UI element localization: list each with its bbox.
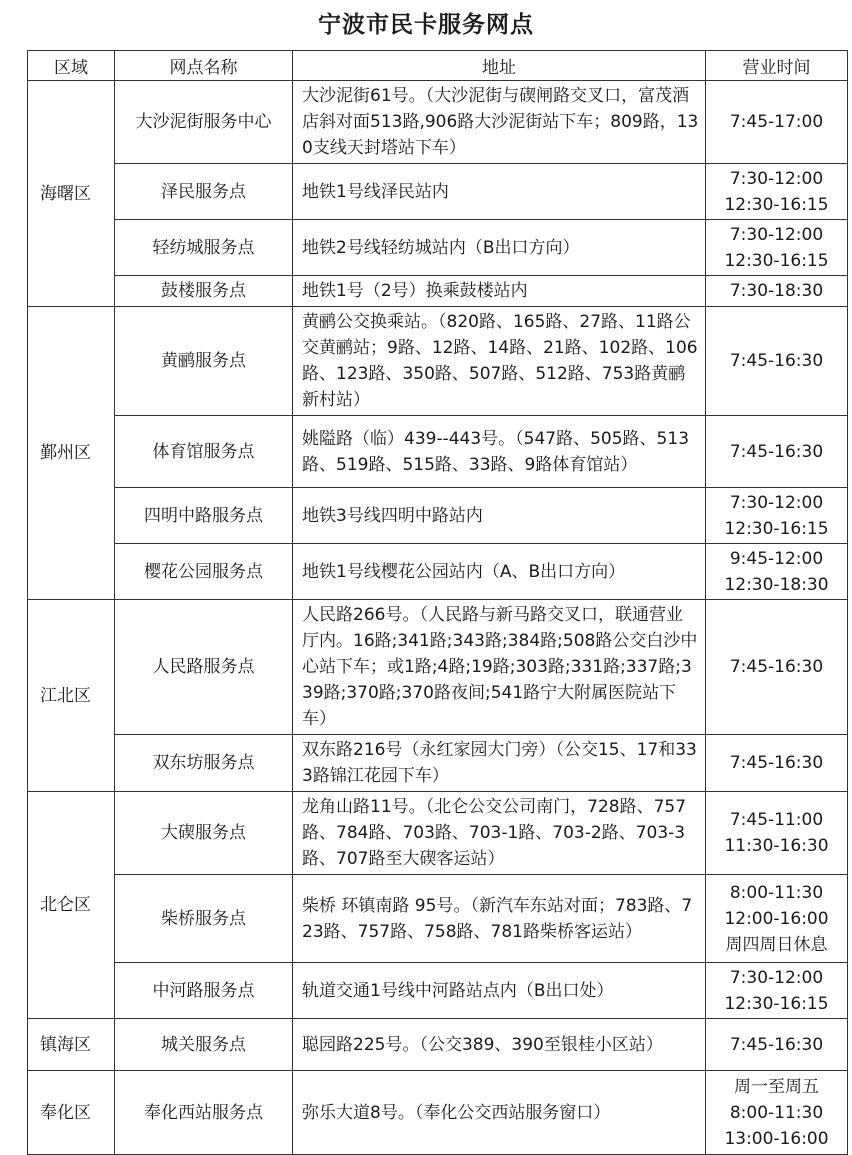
table-row bbox=[28, 544, 848, 600]
hours-cell bbox=[706, 792, 848, 875]
hours-line: 12:30-16:15 bbox=[724, 993, 829, 1014]
hours-line: 7:45-16:30 bbox=[729, 441, 824, 462]
service-point-name: 大沙泥街服务中心 bbox=[115, 81, 293, 164]
hours-line: 7:45-16:30 bbox=[729, 1034, 824, 1055]
hours-cell bbox=[706, 1071, 848, 1155]
hours-line: 7:30-12:00 bbox=[729, 967, 824, 988]
hours-line: 12:30-16:15 bbox=[724, 250, 829, 271]
table-row bbox=[28, 963, 848, 1019]
address-cell: 地铁1号线樱花公园站内（A、B出口方向） bbox=[293, 544, 706, 600]
hours-line: 8:00-11:30 bbox=[729, 882, 824, 903]
hours-cell bbox=[706, 735, 848, 792]
hours-line: 8:00-11:30 bbox=[729, 1102, 824, 1123]
hours-line: 12:30-16:15 bbox=[724, 518, 829, 539]
header-name: 网点名称 bbox=[115, 51, 293, 81]
district-cell: 海曙区 bbox=[28, 81, 115, 307]
district-cell: 北仑区 bbox=[28, 792, 115, 1019]
table-row bbox=[28, 1071, 848, 1155]
hours-cell bbox=[706, 220, 848, 276]
address-cell: 地铁1号（2号）换乘鼓楼站内 bbox=[293, 276, 706, 307]
header-district: 区域 bbox=[28, 51, 115, 81]
hours-cell bbox=[706, 875, 848, 963]
table-row bbox=[28, 220, 848, 276]
hours-line: 11:30-16:30 bbox=[724, 836, 829, 856]
table-row bbox=[28, 735, 848, 792]
hours-cell bbox=[706, 963, 848, 1019]
hours-line: 9:45-12:00 bbox=[729, 548, 824, 569]
hours-cell bbox=[706, 81, 848, 164]
hours-line: 12:00-16:00 bbox=[724, 908, 829, 929]
hours-line: 7:45-11:00 bbox=[729, 810, 824, 830]
address-cell: 地铁3号线四明中路站内 bbox=[293, 488, 706, 544]
service-point-name: 柴桥服务点 bbox=[115, 875, 293, 963]
hours-line: 12:30-18:30 bbox=[724, 574, 829, 595]
service-point-name: 中河路服务点 bbox=[115, 963, 293, 1019]
hours-line: 7:45-17:00 bbox=[729, 112, 824, 132]
hours-cell bbox=[706, 544, 848, 600]
table-row bbox=[28, 307, 848, 416]
table-row bbox=[28, 416, 848, 488]
hours-cell bbox=[706, 164, 848, 220]
service-point-name: 轻纺城服务点 bbox=[115, 220, 293, 276]
table-row bbox=[28, 600, 848, 735]
service-point-name: 四明中路服务点 bbox=[115, 488, 293, 544]
address-cell: 地铁1号线泽民站内 bbox=[293, 164, 706, 220]
hours-cell bbox=[706, 307, 848, 416]
service-point-name: 泽民服务点 bbox=[115, 164, 293, 220]
hours-cell bbox=[706, 276, 848, 307]
address-cell: 双东路216号（永红家园大门旁）（公交15、17和333路锦江花园下车） bbox=[293, 735, 706, 792]
service-point-name: 大碶服务点 bbox=[115, 792, 293, 875]
table-row bbox=[28, 1019, 848, 1071]
address-cell: 地铁2号线轻纺城站内（B出口方向） bbox=[293, 220, 706, 276]
district-cell: 镇海区 bbox=[28, 1019, 115, 1071]
district-cell: 江北区 bbox=[28, 600, 115, 792]
hours-line: 7:45-16:30 bbox=[729, 657, 824, 677]
table-row bbox=[28, 164, 848, 220]
table-row bbox=[28, 875, 848, 963]
hours-line: 周一至周五 bbox=[734, 1076, 819, 1097]
address-cell: 轨道交通1号线中河路站点内（B出口处） bbox=[293, 963, 706, 1019]
table-row bbox=[28, 81, 848, 164]
address-cell: 柴桥 环镇南路 95号。（新汽车东站对面；783路、723路、757路、758路、781路柴桥客运站） bbox=[293, 875, 706, 963]
hours-line: 7:45-16:30 bbox=[729, 351, 824, 371]
hours-line: 12:30-16:15 bbox=[724, 194, 829, 215]
service-point-name: 体育馆服务点 bbox=[115, 416, 293, 488]
service-point-name: 樱花公园服务点 bbox=[115, 544, 293, 600]
header-row bbox=[28, 51, 848, 81]
hours-line: 7:30-12:00 bbox=[729, 492, 824, 513]
address-cell: 弥乐大道8号。（奉化公交西站服务窗口） bbox=[293, 1071, 706, 1155]
hours-line: 7:30-12:00 bbox=[729, 168, 824, 189]
district-cell: 奉化区 bbox=[28, 1071, 115, 1155]
table-row bbox=[28, 276, 848, 307]
address-cell: 龙角山路11号。（北仑公交公司南门，728路、757路、784路、703路、703-1路、703-2路、703-3路、707路至大碶客运站） bbox=[293, 792, 706, 875]
hours-cell bbox=[706, 1019, 848, 1071]
hours-line: 7:30-12:00 bbox=[729, 224, 824, 245]
hours-line: 7:30-18:30 bbox=[729, 281, 824, 301]
service-point-name: 奉化西站服务点 bbox=[115, 1071, 293, 1155]
address-cell: 姚隘路（临）439--443号。（547路、505路、513路、519路、515路、33路、9路体育馆站） bbox=[293, 416, 706, 488]
hours-cell bbox=[706, 600, 848, 735]
address-cell: 黄鹂公交换乘站。（820路、165路、27路、11路公交黄鹂站；9路、12路、14路、21路、102路、106路、123路、350路、507路、512路、753路黄鹂新村站） bbox=[293, 307, 706, 416]
service-point-name: 双东坊服务点 bbox=[115, 735, 293, 792]
table-body bbox=[28, 81, 848, 1155]
hours-line: 7:45-16:30 bbox=[729, 753, 824, 773]
header-address: 地址 bbox=[293, 51, 706, 81]
address-cell: 聪园路225号。（公交389、390至银桂小区站） bbox=[293, 1019, 706, 1071]
service-point-name: 黄鹂服务点 bbox=[115, 307, 293, 416]
service-point-name: 人民路服务点 bbox=[115, 600, 293, 735]
district-cell: 鄞州区 bbox=[28, 307, 115, 600]
service-points-table bbox=[27, 50, 848, 1155]
table-row bbox=[28, 488, 848, 544]
hours-cell bbox=[706, 416, 848, 488]
address-cell: 大沙泥街61号。（大沙泥街与碶闸路交叉口，富茂酒店斜对面513路,906路大沙泥街站下车；809路，130支线天封塔站下车） bbox=[293, 81, 706, 164]
hours-line: 周四周日休息 bbox=[725, 934, 828, 955]
page-title: 宁波市民卡服务网点 bbox=[318, 12, 534, 38]
table-row bbox=[28, 792, 848, 875]
hours-cell bbox=[706, 488, 848, 544]
header-hours: 营业时间 bbox=[706, 51, 848, 81]
address-cell: 人民路266号。（人民路与新马路交叉口，联通营业厅内。16路;341路;343路;384路;508路公交白沙中心站下车；或1路;4路;19路;303路;331路;337路;339路;370路;370路夜间;541路宁大附属医院站下车） bbox=[293, 600, 706, 735]
service-point-name: 城关服务点 bbox=[115, 1019, 293, 1071]
hours-line: 13:00-16:00 bbox=[724, 1128, 829, 1149]
service-point-name: 鼓楼服务点 bbox=[115, 276, 293, 307]
